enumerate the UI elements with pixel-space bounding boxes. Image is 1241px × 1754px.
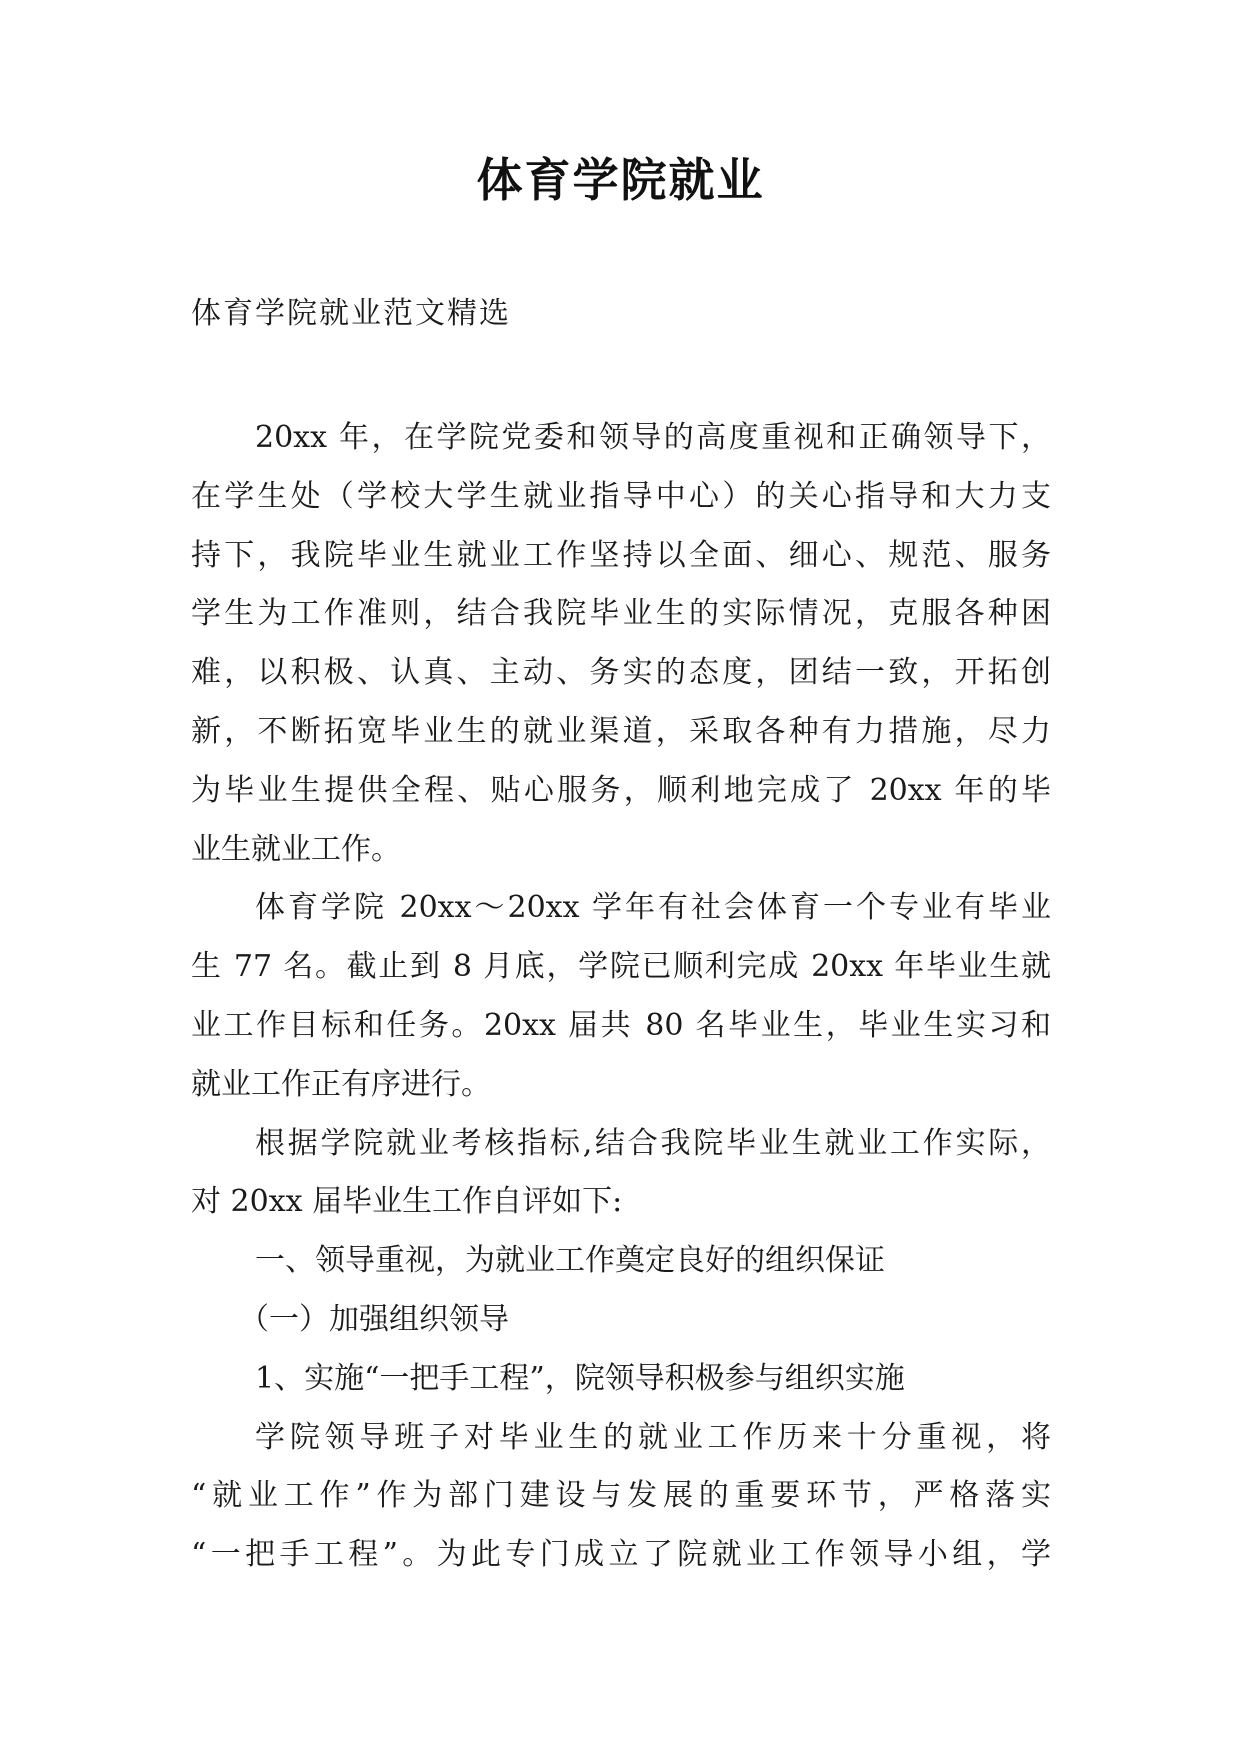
paragraph-line: “就业工作”作为部门建设与发展的重要环节，严格落实 xyxy=(191,1478,1051,1514)
document-subtitle: 体育学院就业范文精选 xyxy=(191,296,511,331)
paragraph-line: 业生就业工作。 xyxy=(191,831,401,867)
paragraph-line: 20xx 年，在学院党委和领导的高度重视和正确领导下， xyxy=(255,420,1051,455)
paragraph-line: 业工作目标和任务。20xx 届共 80 名毕业生，毕业生实习和 xyxy=(191,1007,1051,1043)
paragraph-line: 根据学院就业考核指标,结合我院毕业生就业工作实际， xyxy=(255,1125,1051,1161)
paragraph-line: 在学生处（学校大学生就业指导中心）的关心指导和大力支 xyxy=(191,478,1051,514)
paragraph-line: 新，不断拓宽毕业生的就业渠道，采取各种有力措施，尽力 xyxy=(191,713,1051,749)
paragraph-line: “一把手工程”。为此专门成立了院就业工作领导小组，学 xyxy=(191,1537,1051,1573)
paragraph-line: 持下，我院毕业生就业工作坚持以全面、细心、规范、服务 xyxy=(191,537,1051,573)
paragraph-line: 就业工作正有序进行。 xyxy=(191,1066,491,1102)
paragraph-line: 为毕业生提供全程、贴心服务，顺利地完成了 20xx 年的毕 xyxy=(191,772,1051,808)
item-heading: 1、实施“一把手工程”，院领导积极参与组织实施 xyxy=(255,1360,905,1396)
section-heading: 一、领导重视，为就业工作奠定良好的组织保证 xyxy=(255,1243,885,1279)
paragraph-line: 学生为工作准则，结合我院毕业生的实际情况，克服各种困 xyxy=(191,596,1051,632)
subsection-heading: （一）加强组织领导 xyxy=(239,1301,509,1337)
paragraph-line: 对 20xx 届毕业生工作自评如下: xyxy=(191,1184,623,1220)
paragraph-line: 体育学院 20xx～20xx 学年有社会体育一个专业有毕业 xyxy=(255,890,1051,926)
paragraph-line: 难，以积极、认真、主动、务实的态度，团结一致，开拓创 xyxy=(191,655,1051,691)
paragraph-line: 学院领导班子对毕业生的就业工作历来十分重视，将 xyxy=(255,1419,1051,1455)
document-title: 体育学院就业 xyxy=(476,153,765,207)
paragraph-line: 生 77 名。截止到 8 月底，学院已顺利完成 20xx 年毕业生就 xyxy=(191,949,1051,985)
document-body xyxy=(191,409,1051,1585)
